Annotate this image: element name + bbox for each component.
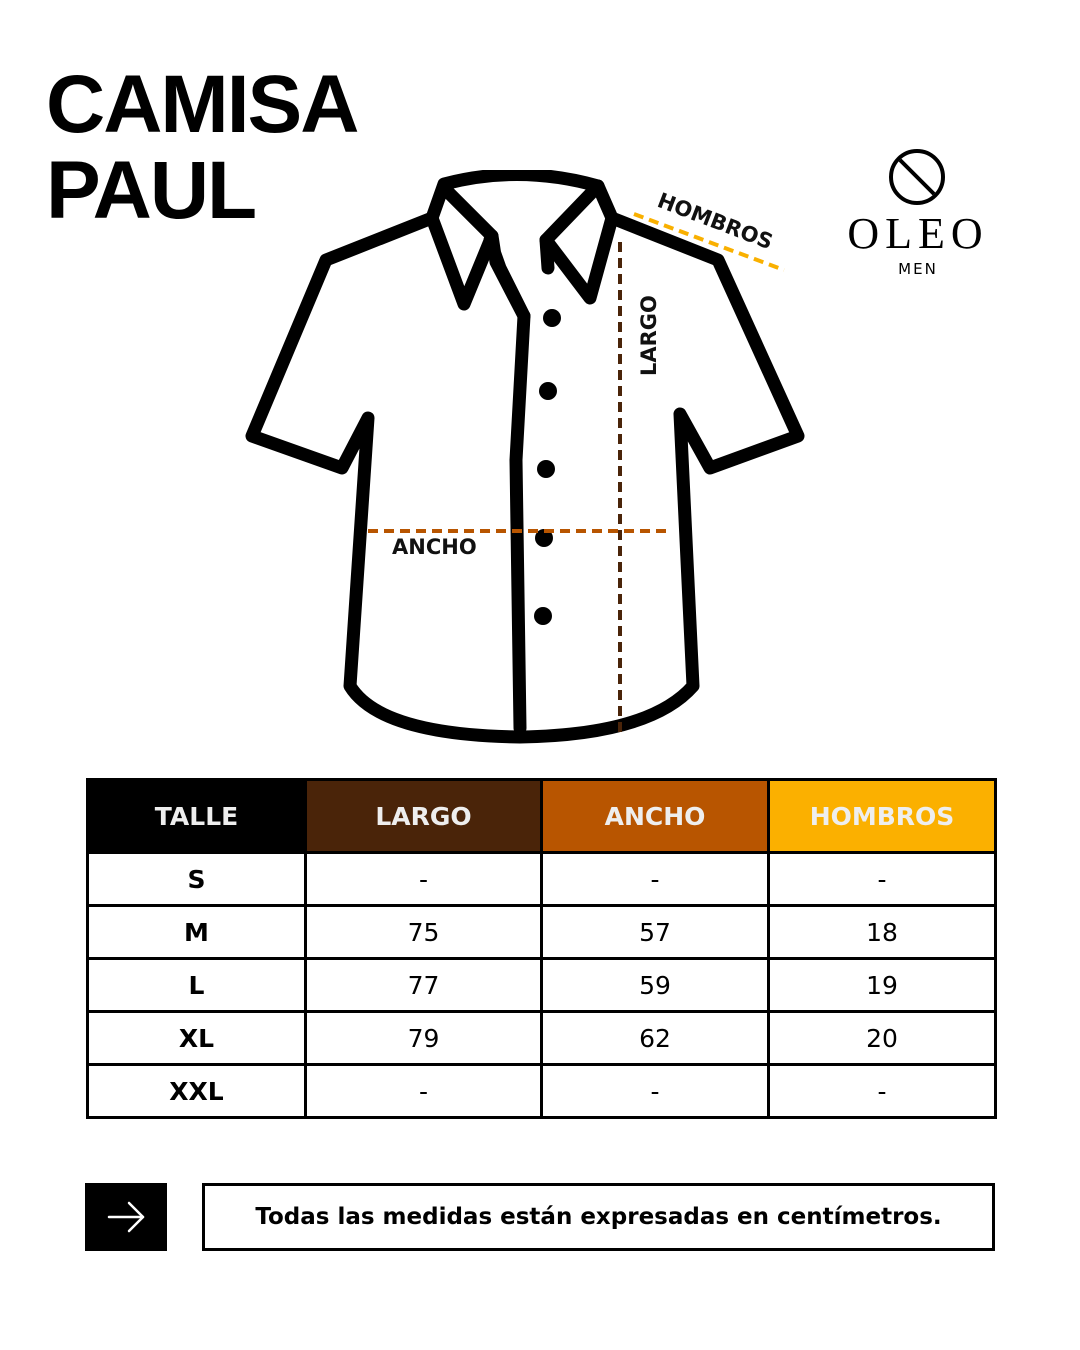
ancho-cell: 57 (542, 906, 769, 959)
arrow-box (85, 1183, 167, 1251)
largo-cell: - (306, 853, 542, 906)
ancho-cell: - (542, 853, 769, 906)
table-row (88, 1012, 996, 1065)
header-ancho: ANCHO (542, 780, 769, 853)
header-largo: LARGO (306, 780, 542, 853)
ancho-cell: - (542, 1065, 769, 1118)
table-row (88, 959, 996, 1012)
header-hombros: HOMBROS (769, 780, 996, 853)
largo-cell: 79 (306, 1012, 542, 1065)
hombros-cell: 20 (769, 1012, 996, 1065)
hombros-cell: 19 (769, 959, 996, 1012)
size-cell: XL (88, 1012, 306, 1065)
size-cell: XXL (88, 1065, 306, 1118)
table-row (88, 853, 996, 906)
measurement-note (202, 1183, 995, 1251)
size-cell: M (88, 906, 306, 959)
title-line-1: CAMISA (46, 59, 358, 150)
shirt-diagram (240, 170, 820, 750)
measurement-note-text: Todas las medidas están expresadas en centímetros. (255, 1204, 942, 1230)
largo-cell: 77 (306, 959, 542, 1012)
size-cell: L (88, 959, 306, 1012)
shirt-button (539, 382, 557, 400)
brand-logo (832, 148, 1004, 280)
ancho-label: ANCHO (392, 535, 477, 559)
logo-circle-x-icon (888, 148, 946, 206)
arrow-right-icon (85, 1183, 167, 1251)
shirt-button (534, 607, 552, 625)
shirt-button (543, 309, 561, 327)
hombros-cell: 18 (769, 906, 996, 959)
hombros-label: HOMBROS (654, 188, 777, 255)
hombros-cell: - (769, 853, 996, 906)
shirt-button (537, 460, 555, 478)
logo-brand-text: OLEO (847, 209, 989, 258)
size-table (86, 778, 997, 1119)
header-talle: TALLE (88, 780, 306, 853)
largo-label: LARGO (637, 295, 661, 376)
size-table-header (88, 780, 996, 853)
ancho-cell: 59 (542, 959, 769, 1012)
ancho-cell: 62 (542, 1012, 769, 1065)
largo-cell: - (306, 1065, 542, 1118)
logo-sub-text: MEN (898, 260, 938, 278)
table-row (88, 906, 996, 959)
table-row (88, 1065, 996, 1118)
largo-cell: 75 (306, 906, 542, 959)
size-cell: S (88, 853, 306, 906)
hombros-cell: - (769, 1065, 996, 1118)
title-line-2: PAUL (46, 145, 256, 236)
shirt-placket-line (516, 316, 524, 728)
